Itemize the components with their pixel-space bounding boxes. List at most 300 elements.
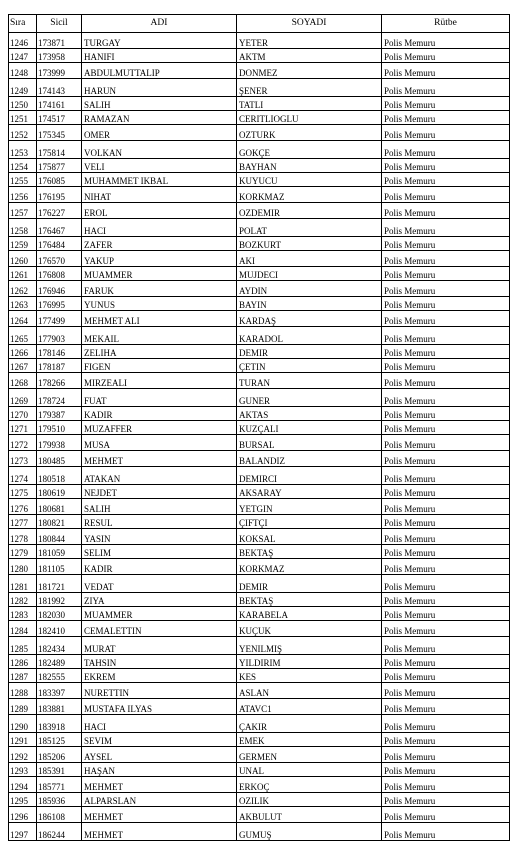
table-row — [9, 823, 510, 841]
cell-rutbe: Polis Memuru — [382, 593, 510, 607]
table-row — [9, 311, 510, 327]
cell-sicil: 176946 — [37, 281, 82, 297]
cell-sicil: 180681 — [37, 499, 82, 515]
cell-sira: 1285 — [9, 637, 37, 655]
cell-rutbe: Polis Memuru — [382, 187, 510, 203]
cell-sicil: 181059 — [37, 545, 82, 559]
cell-rutbe: Polis Memuru — [382, 637, 510, 655]
cell-adi: SALIH — [82, 499, 237, 515]
table-row — [9, 267, 510, 281]
cell-rutbe: Polis Memuru — [382, 125, 510, 141]
header-sira: Sıra — [9, 15, 37, 33]
cell-rutbe: Polis Memuru — [382, 173, 510, 187]
cell-adi: RAMAZAN — [82, 111, 237, 125]
cell-rutbe: Polis Memuru — [382, 203, 510, 219]
cell-rutbe: Polis Memuru — [382, 621, 510, 637]
cell-rutbe: Polis Memuru — [382, 793, 510, 807]
table-header — [9, 15, 510, 33]
cell-sira: 1249 — [9, 79, 37, 97]
header-row — [9, 15, 510, 33]
table-row — [9, 33, 510, 49]
cell-sira: 1279 — [9, 545, 37, 559]
cell-soyadi: OZTURK — [237, 125, 382, 141]
cell-soyadi: DEMIRCI — [237, 467, 382, 485]
table-row — [9, 421, 510, 435]
cell-sicil: 180485 — [37, 451, 82, 467]
table-row — [9, 545, 510, 559]
cell-soyadi: YENILMIŞ — [237, 637, 382, 655]
cell-soyadi: KUYUCU — [237, 173, 382, 187]
cell-rutbe: Polis Memuru — [382, 807, 510, 823]
cell-sira: 1266 — [9, 345, 37, 359]
cell-sicil: 178266 — [37, 373, 82, 389]
cell-adi: MEHMET — [82, 823, 237, 841]
cell-sira: 1289 — [9, 699, 37, 715]
table-row — [9, 607, 510, 621]
cell-soyadi: KOKSAL — [237, 529, 382, 545]
cell-adi: ATAKAN — [82, 467, 237, 485]
cell-adi: HACI — [82, 715, 237, 733]
cell-sira: 1270 — [9, 407, 37, 421]
cell-sira: 1253 — [9, 141, 37, 159]
cell-soyadi: DEMIR — [237, 575, 382, 593]
table-row — [9, 141, 510, 159]
cell-sira: 1250 — [9, 97, 37, 111]
cell-rutbe: Polis Memuru — [382, 407, 510, 421]
cell-soyadi: ŞENER — [237, 79, 382, 97]
cell-rutbe: Polis Memuru — [382, 467, 510, 485]
cell-sira: 1271 — [9, 421, 37, 435]
cell-soyadi: TATLI — [237, 97, 382, 111]
cell-rutbe: Polis Memuru — [382, 575, 510, 593]
cell-adi: SALIH — [82, 97, 237, 111]
cell-sicil: 174517 — [37, 111, 82, 125]
cell-sira: 1246 — [9, 33, 37, 49]
cell-soyadi: KARDAŞ — [237, 311, 382, 327]
cell-sicil: 178724 — [37, 389, 82, 407]
cell-sicil: 182489 — [37, 655, 82, 669]
cell-soyadi: KORKMAZ — [237, 187, 382, 203]
cell-adi: EKREM — [82, 669, 237, 683]
cell-adi: VEDAT — [82, 575, 237, 593]
cell-adi: HARUN — [82, 79, 237, 97]
cell-adi: ZIYA — [82, 593, 237, 607]
cell-sicil: 181105 — [37, 559, 82, 575]
cell-soyadi: ATAVC1 — [237, 699, 382, 715]
table-row — [9, 111, 510, 125]
cell-adi: VOLKAN — [82, 141, 237, 159]
cell-rutbe: Polis Memuru — [382, 327, 510, 345]
cell-sira: 1263 — [9, 297, 37, 311]
cell-sira: 1272 — [9, 435, 37, 451]
cell-rutbe: Polis Memuru — [382, 63, 510, 79]
cell-sira: 1247 — [9, 49, 37, 63]
cell-rutbe: Polis Memuru — [382, 219, 510, 237]
cell-soyadi: GUMUŞ — [237, 823, 382, 841]
cell-rutbe: Polis Memuru — [382, 699, 510, 715]
table-row — [9, 499, 510, 515]
cell-adi: YAKUP — [82, 251, 237, 267]
cell-sicil: 176995 — [37, 297, 82, 311]
cell-adi: MUZAFFER — [82, 421, 237, 435]
cell-sicil: 182434 — [37, 637, 82, 655]
cell-rutbe: Polis Memuru — [382, 251, 510, 267]
table-row — [9, 219, 510, 237]
cell-rutbe: Polis Memuru — [382, 389, 510, 407]
cell-adi: CEMALETTIN — [82, 621, 237, 637]
cell-sicil: 180844 — [37, 529, 82, 545]
cell-sira: 1256 — [9, 187, 37, 203]
table-row — [9, 669, 510, 683]
cell-soyadi: BALANDIZ — [237, 451, 382, 467]
cell-sira: 1255 — [9, 173, 37, 187]
cell-sira: 1252 — [9, 125, 37, 141]
cell-rutbe: Polis Memuru — [382, 281, 510, 297]
cell-sicil: 178187 — [37, 359, 82, 373]
cell-sira: 1277 — [9, 515, 37, 529]
cell-soyadi: BURSAL — [237, 435, 382, 451]
cell-soyadi: MUJDECI — [237, 267, 382, 281]
cell-adi: TURGAY — [82, 33, 237, 49]
cell-soyadi: BEKTAŞ — [237, 545, 382, 559]
cell-rutbe: Polis Memuru — [382, 683, 510, 699]
cell-adi: SELIM — [82, 545, 237, 559]
cell-adi: MUHAMMET IKBAL — [82, 173, 237, 187]
table-row — [9, 793, 510, 807]
cell-sira: 1251 — [9, 111, 37, 125]
cell-rutbe: Polis Memuru — [382, 49, 510, 63]
cell-adi: ALPARSLAN — [82, 793, 237, 807]
cell-adi: VELI — [82, 159, 237, 173]
cell-soyadi: OZDEMIR — [237, 203, 382, 219]
cell-soyadi: YILDIRIM — [237, 655, 382, 669]
cell-sicil: 177499 — [37, 311, 82, 327]
cell-sira: 1254 — [9, 159, 37, 173]
cell-sira: 1291 — [9, 733, 37, 747]
cell-sicil: 173871 — [37, 33, 82, 49]
cell-sicil: 185936 — [37, 793, 82, 807]
table-row — [9, 97, 510, 111]
cell-sicil: 182030 — [37, 607, 82, 621]
cell-adi: ABDULMUTTALIP — [82, 63, 237, 79]
cell-sicil: 176570 — [37, 251, 82, 267]
cell-sira: 1274 — [9, 467, 37, 485]
table-row — [9, 49, 510, 63]
cell-soyadi: BEKTAŞ — [237, 593, 382, 607]
cell-soyadi: KORKMAZ — [237, 559, 382, 575]
cell-sira: 1293 — [9, 763, 37, 777]
personnel-list-sheet — [8, 14, 510, 841]
cell-rutbe: Polis Memuru — [382, 97, 510, 111]
cell-soyadi: AKTAS — [237, 407, 382, 421]
table-row — [9, 63, 510, 79]
cell-adi: MURAT — [82, 637, 237, 655]
table-row — [9, 683, 510, 699]
cell-sira: 1269 — [9, 389, 37, 407]
cell-soyadi: DONMEZ — [237, 63, 382, 79]
cell-rutbe: Polis Memuru — [382, 529, 510, 545]
cell-rutbe: Polis Memuru — [382, 297, 510, 311]
cell-rutbe: Polis Memuru — [382, 715, 510, 733]
cell-sicil: 179387 — [37, 407, 82, 421]
table-row — [9, 125, 510, 141]
table-row — [9, 173, 510, 187]
table-row — [9, 467, 510, 485]
cell-rutbe: Polis Memuru — [382, 545, 510, 559]
cell-rutbe: Polis Memuru — [382, 421, 510, 435]
cell-adi: EROL — [82, 203, 237, 219]
cell-rutbe: Polis Memuru — [382, 33, 510, 49]
cell-adi: HACI — [82, 219, 237, 237]
cell-rutbe: Polis Memuru — [382, 435, 510, 451]
cell-sira: 1297 — [9, 823, 37, 841]
cell-soyadi: ÇIFTÇI — [237, 515, 382, 529]
cell-sira: 1259 — [9, 237, 37, 251]
cell-sira: 1276 — [9, 499, 37, 515]
cell-soyadi: KUZÇALI — [237, 421, 382, 435]
cell-rutbe: Polis Memuru — [382, 345, 510, 359]
cell-adi: MUAMMER — [82, 607, 237, 621]
table-row — [9, 79, 510, 97]
cell-soyadi: AKSARAY — [237, 485, 382, 499]
cell-sicil: 181721 — [37, 575, 82, 593]
cell-sicil: 180619 — [37, 485, 82, 499]
cell-soyadi: YETER — [237, 33, 382, 49]
cell-adi: FIGEN — [82, 359, 237, 373]
cell-sira: 1275 — [9, 485, 37, 499]
cell-sicil: 181992 — [37, 593, 82, 607]
cell-rutbe: Polis Memuru — [382, 359, 510, 373]
cell-sicil: 185125 — [37, 733, 82, 747]
header-adi: ADI — [82, 15, 237, 33]
cell-soyadi: KARADOL — [237, 327, 382, 345]
cell-rutbe: Polis Memuru — [382, 267, 510, 281]
cell-sicil: 186108 — [37, 807, 82, 823]
cell-adi: OMER — [82, 125, 237, 141]
cell-sira: 1278 — [9, 529, 37, 545]
cell-sicil: 179510 — [37, 421, 82, 435]
table-row — [9, 237, 510, 251]
cell-soyadi: BAYIN — [237, 297, 382, 311]
cell-adi: ZAFER — [82, 237, 237, 251]
personnel-table — [8, 14, 510, 841]
cell-soyadi: KES — [237, 669, 382, 683]
cell-sicil: 175345 — [37, 125, 82, 141]
cell-sicil: 176227 — [37, 203, 82, 219]
cell-adi: YUNUS — [82, 297, 237, 311]
cell-sicil: 176467 — [37, 219, 82, 237]
cell-adi: NURETTIN — [82, 683, 237, 699]
cell-soyadi: AYDIN — [237, 281, 382, 297]
cell-sicil: 185391 — [37, 763, 82, 777]
table-row — [9, 733, 510, 747]
table-row — [9, 655, 510, 669]
cell-adi: KADIR — [82, 559, 237, 575]
header-soyadi: SOYADI — [237, 15, 382, 33]
cell-sicil: 180518 — [37, 467, 82, 485]
cell-sira: 1296 — [9, 807, 37, 823]
cell-adi: ZELIHA — [82, 345, 237, 359]
cell-soyadi: KARABELA — [237, 607, 382, 621]
cell-soyadi: GUNER — [237, 389, 382, 407]
cell-sicil: 175814 — [37, 141, 82, 159]
cell-soyadi: GOKÇE — [237, 141, 382, 159]
table-row — [9, 747, 510, 763]
cell-sira: 1264 — [9, 311, 37, 327]
table-row — [9, 435, 510, 451]
table-row — [9, 203, 510, 219]
cell-adi: MEHMET — [82, 807, 237, 823]
cell-adi: MEHMET — [82, 451, 237, 467]
cell-sicil: 173958 — [37, 49, 82, 63]
cell-adi: FARUK — [82, 281, 237, 297]
table-row — [9, 389, 510, 407]
cell-sira: 1281 — [9, 575, 37, 593]
cell-sira: 1267 — [9, 359, 37, 373]
cell-soyadi: DEMIR — [237, 345, 382, 359]
cell-adi: MUAMMER — [82, 267, 237, 281]
cell-soyadi: YETGIN — [237, 499, 382, 515]
cell-sira: 1283 — [9, 607, 37, 621]
table-row — [9, 251, 510, 267]
cell-sira: 1292 — [9, 747, 37, 763]
cell-soyadi: OZILIK — [237, 793, 382, 807]
cell-soyadi: GERMEN — [237, 747, 382, 763]
cell-adi: YASIN — [82, 529, 237, 545]
cell-adi: MEKAIL — [82, 327, 237, 345]
table-row — [9, 575, 510, 593]
cell-sira: 1284 — [9, 621, 37, 637]
cell-sicil: 175877 — [37, 159, 82, 173]
cell-rutbe: Polis Memuru — [382, 311, 510, 327]
cell-soyadi: KUÇUK — [237, 621, 382, 637]
cell-rutbe: Polis Memuru — [382, 777, 510, 793]
cell-sicil: 185771 — [37, 777, 82, 793]
cell-rutbe: Polis Memuru — [382, 559, 510, 575]
cell-sicil: 177903 — [37, 327, 82, 345]
cell-rutbe: Polis Memuru — [382, 485, 510, 499]
cell-sicil: 173999 — [37, 63, 82, 79]
cell-soyadi: AKI — [237, 251, 382, 267]
cell-rutbe: Polis Memuru — [382, 669, 510, 683]
table-row — [9, 281, 510, 297]
cell-sicil: 185206 — [37, 747, 82, 763]
cell-sira: 1262 — [9, 281, 37, 297]
cell-soyadi: POLAT — [237, 219, 382, 237]
cell-sira: 1287 — [9, 669, 37, 683]
cell-sira: 1273 — [9, 451, 37, 467]
cell-sicil: 174143 — [37, 79, 82, 97]
cell-sicil: 176808 — [37, 267, 82, 281]
table-row — [9, 485, 510, 499]
cell-soyadi: AKBULUT — [237, 807, 382, 823]
table-row — [9, 187, 510, 203]
cell-adi: HANIFI — [82, 49, 237, 63]
cell-adi: SEVIM — [82, 733, 237, 747]
cell-rutbe: Polis Memuru — [382, 733, 510, 747]
cell-rutbe: Polis Memuru — [382, 823, 510, 841]
cell-sicil: 183397 — [37, 683, 82, 699]
cell-rutbe: Polis Memuru — [382, 79, 510, 97]
table-row — [9, 593, 510, 607]
cell-soyadi: ÇETIN — [237, 359, 382, 373]
cell-sira: 1282 — [9, 593, 37, 607]
cell-rutbe: Polis Memuru — [382, 763, 510, 777]
cell-soyadi: BOZKURT — [237, 237, 382, 251]
cell-sicil: 176085 — [37, 173, 82, 187]
cell-soyadi: ASLAN — [237, 683, 382, 699]
table-row — [9, 621, 510, 637]
cell-soyadi: AKTM — [237, 49, 382, 63]
cell-sicil: 182410 — [37, 621, 82, 637]
cell-rutbe: Polis Memuru — [382, 451, 510, 467]
cell-adi: KADIR — [82, 407, 237, 421]
cell-adi: MEHMET ALI — [82, 311, 237, 327]
cell-sira: 1290 — [9, 715, 37, 733]
table-row — [9, 407, 510, 421]
table-row — [9, 451, 510, 467]
cell-soyadi: CERITLIOGLU — [237, 111, 382, 125]
table-row — [9, 777, 510, 793]
header-rutbe: Rütbe — [382, 15, 510, 33]
cell-rutbe: Polis Memuru — [382, 373, 510, 389]
cell-sicil: 186244 — [37, 823, 82, 841]
cell-rutbe: Polis Memuru — [382, 499, 510, 515]
cell-adi: HAŞAN — [82, 763, 237, 777]
table-row — [9, 699, 510, 715]
cell-sira: 1261 — [9, 267, 37, 281]
cell-sira: 1294 — [9, 777, 37, 793]
cell-adi: MUSTAFA ILYAS — [82, 699, 237, 715]
cell-sira: 1295 — [9, 793, 37, 807]
table-row — [9, 359, 510, 373]
cell-adi: RESUL — [82, 515, 237, 529]
cell-soyadi: ERKOÇ — [237, 777, 382, 793]
cell-sicil: 174161 — [37, 97, 82, 111]
table-row — [9, 529, 510, 545]
cell-rutbe: Polis Memuru — [382, 655, 510, 669]
cell-sira: 1268 — [9, 373, 37, 389]
table-row — [9, 159, 510, 173]
cell-adi: NIHAT — [82, 187, 237, 203]
cell-sicil: 183918 — [37, 715, 82, 733]
cell-rutbe: Polis Memuru — [382, 111, 510, 125]
cell-rutbe: Polis Memuru — [382, 607, 510, 621]
cell-soyadi: UNAL — [237, 763, 382, 777]
cell-sira: 1260 — [9, 251, 37, 267]
header-sicil: Sicil — [37, 15, 82, 33]
table-row — [9, 559, 510, 575]
cell-adi: MEHMET — [82, 777, 237, 793]
cell-rutbe: Polis Memuru — [382, 747, 510, 763]
cell-sicil: 180821 — [37, 515, 82, 529]
cell-adi: TAHSIN — [82, 655, 237, 669]
table-row — [9, 715, 510, 733]
cell-sira: 1258 — [9, 219, 37, 237]
cell-sira: 1280 — [9, 559, 37, 575]
cell-soyadi: BAYHAN — [237, 159, 382, 173]
table-row — [9, 763, 510, 777]
cell-rutbe: Polis Memuru — [382, 141, 510, 159]
cell-adi: NEJDET — [82, 485, 237, 499]
cell-sicil: 179938 — [37, 435, 82, 451]
table-row — [9, 373, 510, 389]
cell-adi: MIRZEALI — [82, 373, 237, 389]
cell-adi: MUSA — [82, 435, 237, 451]
cell-sicil: 176484 — [37, 237, 82, 251]
table-row — [9, 515, 510, 529]
cell-sicil: 178146 — [37, 345, 82, 359]
